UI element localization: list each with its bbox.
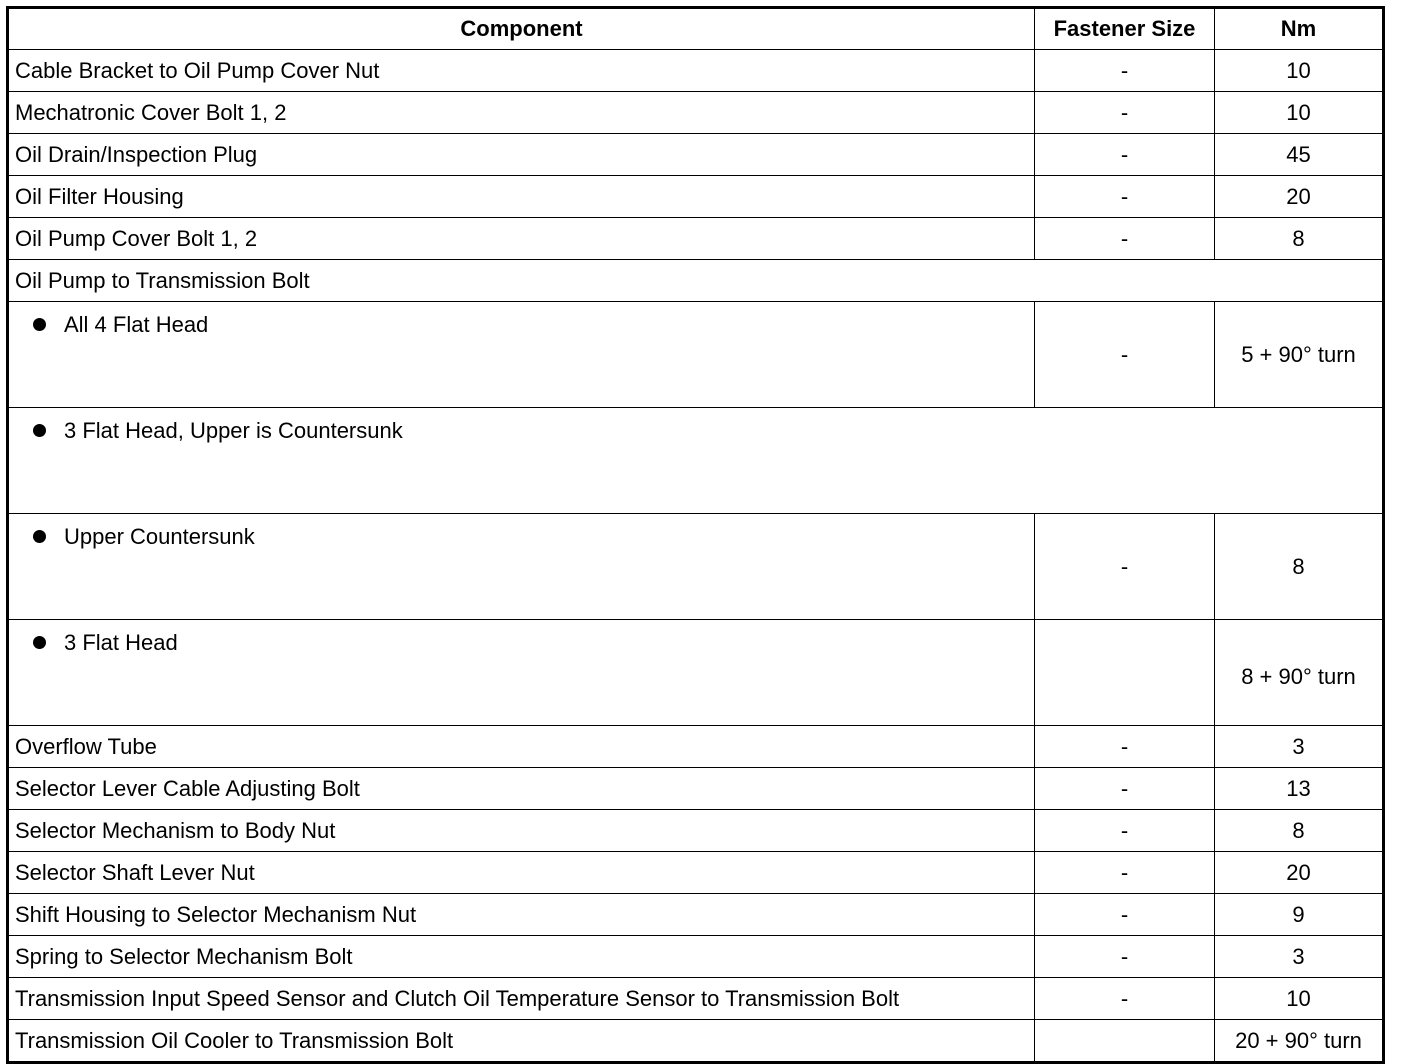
table-row	[8, 134, 1384, 176]
nm-cell: 8	[1215, 218, 1384, 260]
fastener-cell: -	[1035, 978, 1215, 1020]
table-row	[8, 1020, 1384, 1063]
table-row	[8, 978, 1384, 1020]
table-row	[8, 92, 1384, 134]
table-row	[8, 176, 1384, 218]
component-cell: Oil Pump Cover Bolt 1, 2	[8, 218, 1035, 260]
nm-cell: 8 + 90° turn	[1215, 620, 1384, 726]
table-row	[8, 894, 1384, 936]
fastener-cell: -	[1035, 852, 1215, 894]
bullet-icon	[33, 530, 46, 543]
header-nm: Nm	[1215, 8, 1384, 50]
component-cell: Selector Lever Cable Adjusting Bolt	[8, 768, 1035, 810]
fastener-cell: -	[1035, 218, 1215, 260]
fastener-cell: -	[1035, 92, 1215, 134]
table-row	[8, 768, 1384, 810]
component-cell	[8, 514, 1035, 620]
nm-cell: 10	[1215, 92, 1384, 134]
fastener-cell: -	[1035, 176, 1215, 218]
component-cell: Oil Filter Housing	[8, 176, 1035, 218]
fastener-cell: -	[1035, 726, 1215, 768]
fastener-cell	[1035, 1020, 1215, 1063]
table-row	[8, 852, 1384, 894]
nm-cell: 20 + 90° turn	[1215, 1020, 1384, 1063]
table-row	[8, 218, 1384, 260]
fastener-cell: -	[1035, 768, 1215, 810]
nm-cell: 8	[1215, 514, 1384, 620]
nm-cell: 45	[1215, 134, 1384, 176]
component-label: 3 Flat Head, Upper is Countersunk	[64, 418, 403, 443]
table-section-row	[8, 260, 1384, 302]
component-cell: Transmission Input Speed Sensor and Clutch Oil Temperature Sensor to Transmission Bolt	[8, 978, 1035, 1020]
section-heading: Oil Pump to Transmission Bolt	[8, 260, 1384, 302]
section-heading	[8, 408, 1384, 514]
component-cell: Selector Shaft Lever Nut	[8, 852, 1035, 894]
fastener-cell: -	[1035, 514, 1215, 620]
component-cell: Cable Bracket to Oil Pump Cover Nut	[8, 50, 1035, 92]
component-cell: Spring to Selector Mechanism Bolt	[8, 936, 1035, 978]
nm-cell: 20	[1215, 852, 1384, 894]
header-row	[8, 8, 1384, 50]
fastener-cell: -	[1035, 134, 1215, 176]
table-section-row	[8, 408, 1384, 514]
nm-cell: 8	[1215, 810, 1384, 852]
bullet-icon	[33, 424, 46, 437]
table-row	[8, 514, 1384, 620]
nm-cell: 10	[1215, 50, 1384, 92]
nm-cell: 3	[1215, 936, 1384, 978]
torque-spec-table	[6, 6, 1385, 1064]
nm-cell: 20	[1215, 176, 1384, 218]
component-cell	[8, 620, 1035, 726]
component-cell: Mechatronic Cover Bolt 1, 2	[8, 92, 1035, 134]
table-row	[8, 810, 1384, 852]
fastener-cell: -	[1035, 302, 1215, 408]
table-row	[8, 302, 1384, 408]
nm-cell: 13	[1215, 768, 1384, 810]
nm-cell: 5 + 90° turn	[1215, 302, 1384, 408]
component-label: 3 Flat Head	[64, 630, 178, 655]
bullet-icon	[33, 636, 46, 649]
fastener-cell: -	[1035, 810, 1215, 852]
component-label: All 4 Flat Head	[64, 312, 209, 337]
component-cell: Transmission Oil Cooler to Transmission Bolt	[8, 1020, 1035, 1063]
fastener-cell: -	[1035, 894, 1215, 936]
nm-cell: 10	[1215, 978, 1384, 1020]
table-row	[8, 726, 1384, 768]
component-cell: Selector Mechanism to Body Nut	[8, 810, 1035, 852]
component-label: Upper Countersunk	[64, 524, 255, 549]
nm-cell: 3	[1215, 726, 1384, 768]
fastener-cell	[1035, 620, 1215, 726]
component-cell	[8, 302, 1035, 408]
fastener-cell: -	[1035, 50, 1215, 92]
table-row	[8, 50, 1384, 92]
component-cell: Overflow Tube	[8, 726, 1035, 768]
table-row	[8, 936, 1384, 978]
bullet-icon	[33, 318, 46, 331]
fastener-cell: -	[1035, 936, 1215, 978]
component-cell: Oil Drain/Inspection Plug	[8, 134, 1035, 176]
component-cell: Shift Housing to Selector Mechanism Nut	[8, 894, 1035, 936]
nm-cell: 9	[1215, 894, 1384, 936]
header-fastener-size: Fastener Size	[1035, 8, 1215, 50]
header-component: Component	[8, 8, 1035, 50]
table-row	[8, 620, 1384, 726]
